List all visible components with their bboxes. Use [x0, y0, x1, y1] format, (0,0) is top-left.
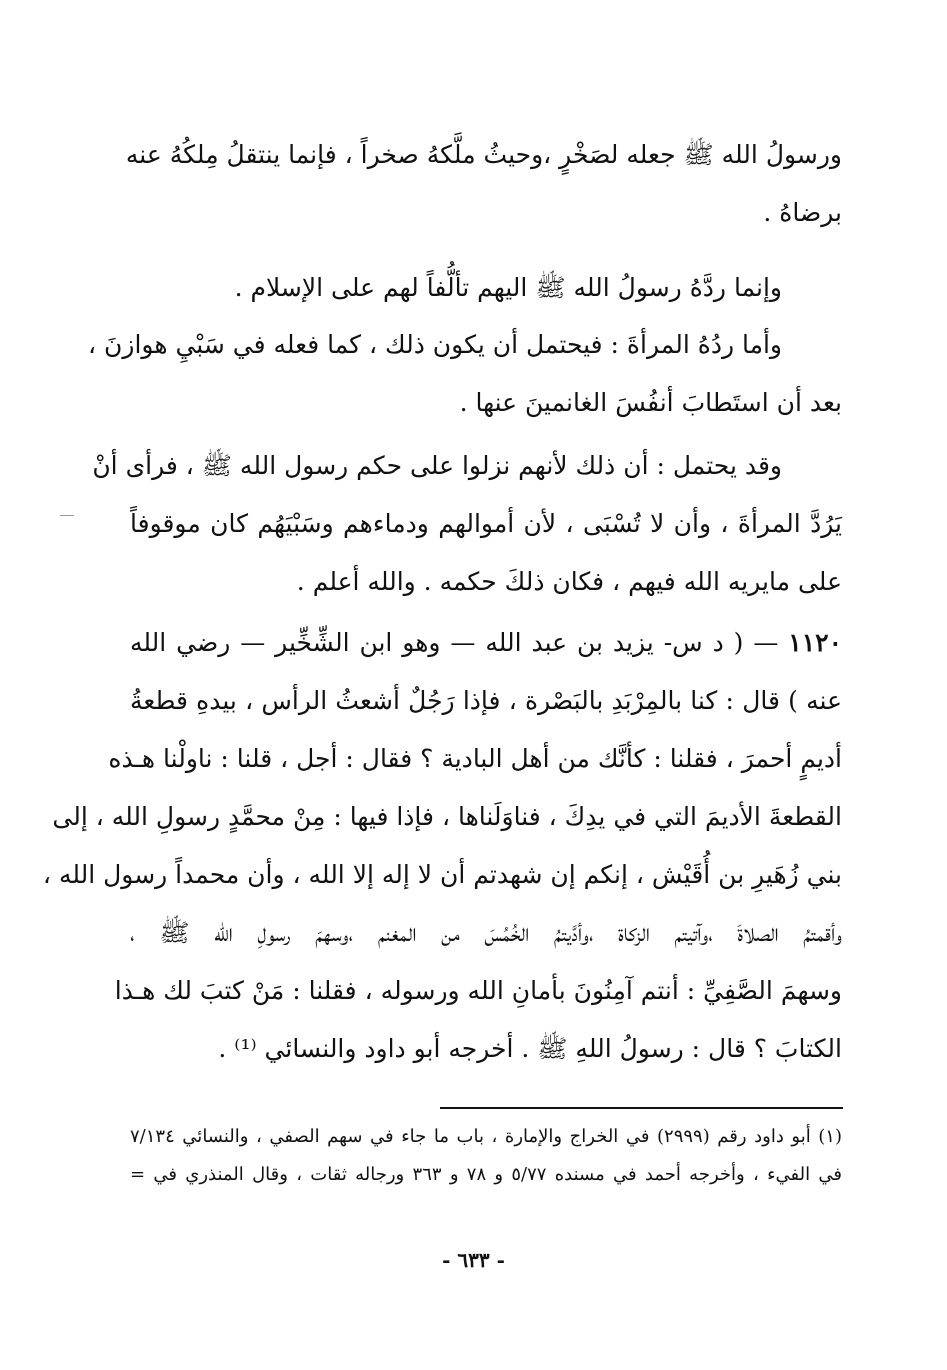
- footnote-separator: [440, 1107, 843, 1109]
- footnote-line: (١) أبو داود رقم (٢٩٩٩) في الخراج والإمارة ، باب ما جاء في سهم الصفي ، والنسائي ٧/١٣٤: [130, 1126, 842, 1147]
- footnote-line: في الفيء ، وأخرجه أحمد في مسنده ٥/٧٧ و ٧٨ و ٣٦٣ ورجاله ثقات ، وقال المنذري في =: [130, 1164, 843, 1185]
- text-line: ورسولُ الله ﷺ جعله لصَخْرٍ ،وحيثُ ملَّكهُ صخراً ، فإنما ينتقلُ مِلكُهُ عنه: [125, 140, 842, 169]
- page-number: - ٦٣٣ -: [442, 1248, 505, 1272]
- text-line: القطعةَ الأديمَ التي في يدِكَ ، فناوَلَناها ، فإذا فيها : مِنْ محمَّدٍ رسولِ الله ، إلى: [52, 802, 842, 831]
- text-line: أديمٍ أحمرَ ، فقلنا : كأنَّك من أهل البادية ؟ فقال : أجل ، قلنا : ناولْنا هـذه: [108, 744, 842, 773]
- footnotes: [130, 1118, 842, 1194]
- paragraph-1: [125, 126, 842, 242]
- hadith-number: ١١٢٠: [788, 628, 842, 657]
- hadith-1120: [42, 614, 842, 1078]
- hadith-heading-text: — ( د س- يزيد بن عبد الله — وهو ابن الشِّخِّير — رضي الله: [130, 628, 779, 657]
- text-line: عنه ) قال : كنا بالمِرْبَدِ بالبَصْرة ، فإذا رَجُلٌ أشعثُ الرأس ، بيدهِ قطعةُ: [130, 686, 842, 715]
- text-line: وإنما ردَّهُ رسولُ الله ﷺ اليهم تألُّفاً لهم على الإسلام .: [234, 273, 782, 302]
- text-line: برضاهُ .: [763, 198, 842, 227]
- paragraph-4: [92, 437, 842, 611]
- text-line: وأقمتمُ الصلاةَ ،وآتيتم الزكاة ،وأدَّيتمُ الخُمُسَ من المغنم ،وسهمَ رسولِ الله ﷺ ،: [130, 918, 842, 947]
- text-line: على مايريه الله فيهم ، فكان ذلكَ حكمه . والله أعلم .: [296, 567, 842, 596]
- text-line: بعد أن استَطابَ أنفُسَ الغانمينَ عنها .: [459, 388, 842, 417]
- text-line: بني زُهَيرِ بن أُقَيْش ، إنكم إن شهدتم أن لا إله إلا الله ، وأن محمداً رسول الله ،: [42, 860, 842, 889]
- text-line: وسهمَ الصَّفِيِّ : أنتم آمِنُونَ بأمانِ الله ورسوله ، فقلنا : مَنْ كتبَ لك هـذا: [114, 976, 842, 1005]
- paragraph-3: [88, 316, 842, 432]
- text-line: يَرُدَّ المرأةَ ، وأن لا تُسْبَى ، لأن أموالهم ودماءهم وسَبْيَهُم كان موقوفاً: [130, 509, 842, 538]
- text-line: الكتابَ ؟ قال : رسولُ اللهِ ﷺ . أخرجه أبو داود والنسائي ⁽¹⁾ .: [218, 1034, 842, 1063]
- paragraph-2: [130, 259, 842, 317]
- text-line: وأما ردُهُ المرأةَ : فيحتمل أن يكون ذلك ، كما فعله في سَبْيِ هوازنَ ،: [88, 330, 782, 359]
- text-line: وقد يحتمل : أن ذلك لأنهم نزلوا على حكم رسول الله ﷺ ، فرأى أنْ: [92, 451, 782, 480]
- margin-mark: [60, 515, 74, 516]
- hadith-heading-line: [130, 614, 842, 672]
